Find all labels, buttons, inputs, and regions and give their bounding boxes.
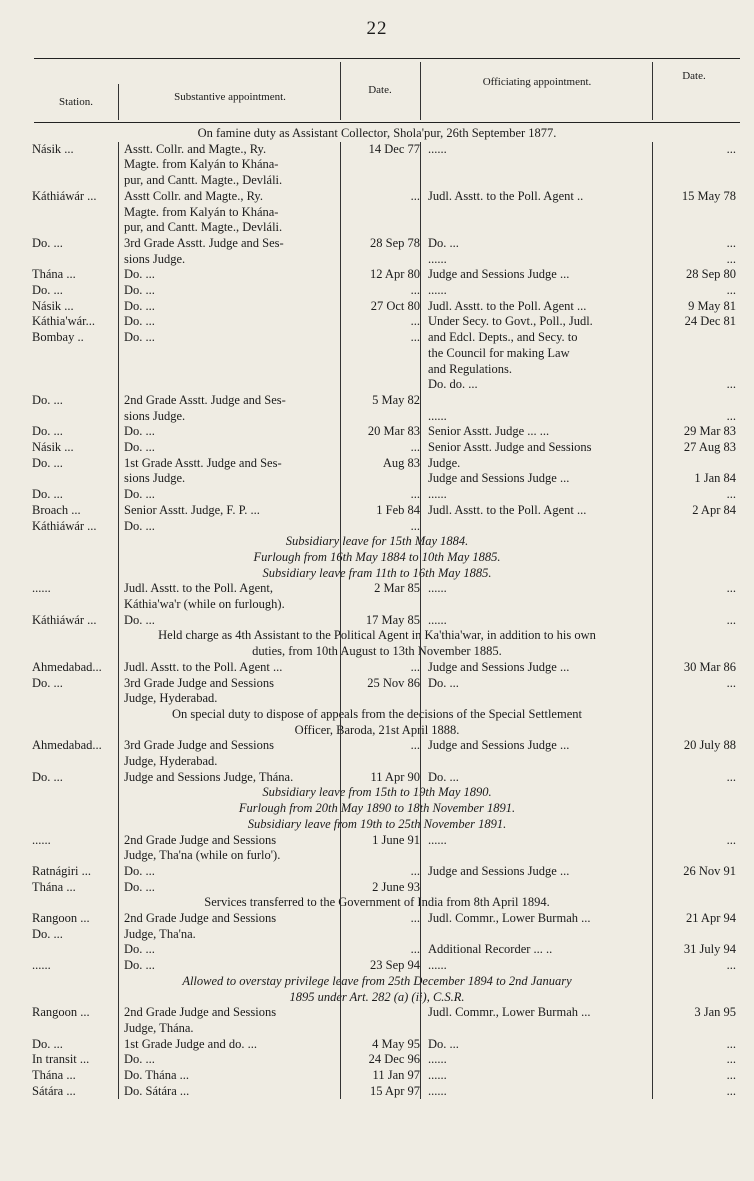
table-row bbox=[0, 440, 754, 454]
table-row bbox=[0, 424, 754, 438]
table-row bbox=[0, 393, 754, 407]
header-date: Date. bbox=[368, 84, 392, 96]
table-row bbox=[0, 189, 754, 203]
cell-st: Ahmedabad... bbox=[32, 738, 102, 753]
cell-dt: ... bbox=[410, 283, 420, 297]
cell-dt: ... bbox=[410, 314, 420, 329]
col-divider bbox=[340, 142, 341, 1099]
table-row bbox=[0, 314, 754, 328]
cell-d2: ... bbox=[726, 832, 736, 847]
cell-dt: ... bbox=[410, 518, 420, 533]
cell-off: the Council for making Law bbox=[428, 345, 570, 360]
leave-note: Furlough from 16th May 1884 to 10th May 1885. bbox=[253, 549, 501, 564]
cell-sub: Do. ... bbox=[124, 612, 155, 627]
table-row bbox=[0, 848, 754, 862]
cell-st: Do. ... bbox=[32, 926, 63, 941]
cell-st: Do. ... bbox=[32, 455, 63, 470]
cell-off: Under Secy. to Govt., Poll., Judl. bbox=[428, 314, 593, 329]
cell-sub: Do. ... bbox=[124, 879, 155, 894]
cell-sub: Magte. from Kalyán to Khána- bbox=[124, 157, 279, 172]
cell-off: ...... bbox=[428, 958, 447, 973]
cell-sub: Do. ... bbox=[124, 863, 155, 878]
cell-dt: 28 Sep 78 bbox=[370, 235, 420, 250]
cell-off: ...... bbox=[428, 408, 447, 423]
cell-st: Káthiáwár ... bbox=[32, 612, 97, 627]
cell-d2: ... bbox=[726, 1083, 736, 1098]
table-row bbox=[0, 660, 754, 674]
leave-note: Allowed to overstay privilege leave from 25th December 1894 to 2nd January bbox=[182, 973, 572, 988]
cell-dt: Aug 83 bbox=[382, 455, 420, 470]
cell-off: Senior Asstt. Judge ... ... bbox=[428, 424, 550, 439]
service-note: Services transferred to the Government of India from 8th April 1894. bbox=[204, 895, 550, 910]
leave-note: Subsidiary leave fram 11th to 16th May 1885. bbox=[262, 565, 492, 580]
table-row bbox=[0, 1021, 754, 1035]
cell-off: ...... bbox=[428, 1068, 447, 1082]
table-row bbox=[0, 173, 754, 187]
cell-st: Násik ... bbox=[32, 440, 74, 454]
cell-sub: 2nd Grade Asstt. Judge and Ses- bbox=[124, 392, 286, 407]
table-row bbox=[0, 927, 754, 941]
table-row bbox=[0, 471, 754, 485]
cell-d2: ... bbox=[726, 141, 736, 156]
table-row bbox=[0, 267, 754, 281]
cell-off: Judl. Asstt. to the Poll. Agent ... bbox=[428, 298, 587, 313]
cell-st: Rangoon ... bbox=[32, 911, 90, 925]
cell-sub: Do. ... bbox=[124, 283, 155, 297]
cell-dt: 17 May 85 bbox=[365, 612, 420, 627]
cell-off: ...... bbox=[428, 141, 447, 156]
table-row bbox=[0, 456, 754, 470]
cell-d2: 27 Aug 83 bbox=[683, 440, 736, 454]
cell-st: Rangoon ... bbox=[32, 1005, 90, 1020]
cell-st: Do. ... bbox=[32, 675, 63, 690]
cell-off: and Regulations. bbox=[428, 361, 513, 376]
cell-d2: 9 May 81 bbox=[688, 298, 736, 313]
cell-sub: Do. ... bbox=[124, 487, 155, 502]
table-row bbox=[0, 1052, 754, 1066]
cell-dt: ... bbox=[410, 911, 420, 925]
table-row bbox=[0, 487, 754, 501]
cell-off: Judge and Sessions Judge ... bbox=[428, 738, 570, 753]
cell-d2: 29 Mar 83 bbox=[683, 424, 736, 439]
table-top-rule bbox=[34, 58, 740, 59]
cell-off: Judl. Asstt. to the Poll. Agent ... bbox=[428, 502, 587, 517]
cell-sub: Do. ... bbox=[124, 267, 155, 282]
cell-sub: 1st Grade Judge and do. ... bbox=[124, 1036, 257, 1051]
cell-st: Do. ... bbox=[32, 487, 63, 502]
cell-dt: 15 Apr 97 bbox=[370, 1083, 420, 1098]
table-row bbox=[0, 754, 754, 768]
cell-dt: 25 Nov 86 bbox=[367, 675, 420, 690]
cell-st: Thána ... bbox=[32, 1068, 76, 1082]
table-row bbox=[0, 864, 754, 878]
cell-sub: Judge, Tha'na. bbox=[124, 926, 196, 941]
cell-sub: Judge, Thána. bbox=[124, 1020, 194, 1035]
cell-st: ...... bbox=[32, 581, 51, 596]
service-note: duties, from 10th August to 13th November 1885. bbox=[252, 644, 502, 659]
cell-dt: 11 Apr 90 bbox=[370, 769, 420, 784]
col-divider bbox=[652, 142, 653, 1099]
cell-sub: Do. ... bbox=[124, 942, 155, 957]
table-row bbox=[0, 597, 754, 611]
table-row bbox=[0, 676, 754, 690]
table-row bbox=[0, 519, 754, 533]
cell-dt: ... bbox=[410, 188, 420, 203]
table-row bbox=[0, 346, 754, 360]
cell-off: Do. ... bbox=[428, 675, 459, 690]
cell-d2: ... bbox=[726, 1036, 736, 1051]
cell-sub: 2nd Grade Judge and Sessions bbox=[124, 911, 277, 925]
service-note: On famine duty as Assistant Collector, Shola'pur, 26th September 1877. bbox=[197, 126, 557, 140]
cell-off: ...... bbox=[428, 251, 447, 266]
cell-off: Judl. Commr., Lower Burmah ... bbox=[428, 1005, 591, 1020]
table-row bbox=[0, 613, 754, 627]
table-row bbox=[0, 911, 754, 925]
cell-sub: Do. ... bbox=[124, 330, 155, 345]
cell-st: ...... bbox=[32, 958, 51, 973]
table-row bbox=[0, 1068, 754, 1082]
cell-dt: ... bbox=[410, 863, 420, 878]
cell-d2: 30 Mar 86 bbox=[683, 659, 736, 674]
cell-sub: Asstt Collr. and Magte., Ry. bbox=[124, 188, 263, 203]
cell-st: Thána ... bbox=[32, 267, 76, 282]
table-row bbox=[0, 833, 754, 847]
cell-sub: 3rd Grade Asstt. Judge and Ses- bbox=[124, 235, 284, 250]
cell-d2: 31 July 94 bbox=[683, 942, 736, 957]
cell-sub: Do. ... bbox=[124, 298, 155, 313]
cell-d2: 24 Dec 81 bbox=[684, 314, 736, 329]
col-divider bbox=[420, 62, 421, 120]
cell-d2: 15 May 78 bbox=[681, 188, 736, 203]
table-row bbox=[0, 581, 754, 595]
cell-dt: 23 Sep 94 bbox=[370, 958, 420, 973]
cell-dt: 1 June 91 bbox=[372, 832, 420, 847]
cell-sub: Judl. Asstt. to the Poll. Agent, bbox=[124, 581, 273, 596]
cell-off: ...... bbox=[428, 283, 447, 297]
cell-off: ...... bbox=[428, 1083, 447, 1098]
service-note: Held charge as 4th Assistant to the Political Agent in Ka'thia'war, in addition to his own bbox=[158, 628, 596, 643]
cell-off: Do. do. ... bbox=[428, 377, 478, 392]
cell-off: Judge and Sessions Judge ... bbox=[428, 471, 570, 486]
cell-st: Do. ... bbox=[32, 424, 63, 439]
table-row bbox=[0, 958, 754, 972]
cell-sub: Magte. from Kalyán to Khána- bbox=[124, 204, 279, 219]
service-note: Officer, Baroda, 21st April 1888. bbox=[294, 722, 460, 737]
cell-st: Káthiáwár ... bbox=[32, 188, 97, 203]
cell-off: Judge and Sessions Judge ... bbox=[428, 659, 570, 674]
cell-sub: Judge, Hyderabad. bbox=[124, 691, 218, 706]
cell-d2: 26 Nov 91 bbox=[683, 863, 736, 878]
cell-dt: ... bbox=[410, 738, 420, 753]
cell-dt: ... bbox=[410, 440, 420, 454]
cell-st: Násik ... bbox=[32, 298, 74, 313]
cell-st: Do. ... bbox=[32, 1036, 63, 1051]
cell-off: Do. ... bbox=[428, 235, 459, 250]
cell-st: Thána ... bbox=[32, 879, 76, 894]
cell-off: Senior Asstt. Judge and Sessions bbox=[428, 440, 592, 454]
cell-st: Sátára ... bbox=[32, 1083, 76, 1098]
table-row bbox=[0, 157, 754, 171]
col-divider bbox=[420, 142, 421, 1099]
cell-d2: 1 Jan 84 bbox=[694, 471, 736, 486]
cell-sub: Do. ... bbox=[124, 440, 155, 454]
cell-d2: 28 Sep 80 bbox=[686, 267, 736, 282]
cell-st: Do. ... bbox=[32, 235, 63, 250]
header-station: Station. bbox=[59, 96, 93, 108]
col-divider bbox=[340, 62, 341, 120]
table-row bbox=[0, 738, 754, 752]
cell-off: Judge. bbox=[428, 455, 461, 470]
cell-off: Do. ... bbox=[428, 769, 459, 784]
header-substantive: Substantive appointment. bbox=[174, 91, 286, 103]
cell-sub: Senior Asstt. Judge, F. P. ... bbox=[124, 502, 260, 517]
cell-sub: pur, and Cantt. Magte., Devláli. bbox=[124, 220, 283, 235]
cell-off: Do. ... bbox=[428, 1036, 459, 1051]
table-row bbox=[0, 942, 754, 956]
cell-sub: Judge, Hyderabad. bbox=[124, 754, 218, 768]
table-row bbox=[0, 1037, 754, 1051]
cell-sub: Do. ... bbox=[124, 958, 155, 973]
cell-off: ...... bbox=[428, 612, 447, 627]
table-row bbox=[0, 283, 754, 297]
table-row bbox=[0, 770, 754, 784]
cell-sub: 2nd Grade Judge and Sessions bbox=[124, 832, 277, 847]
cell-sub: Do. ... bbox=[124, 518, 155, 533]
cell-off: Additional Recorder ... .. bbox=[428, 942, 553, 957]
leave-note: 1895 under Art. 282 (a) (ii), C.S.R. bbox=[289, 989, 465, 1004]
cell-st: ...... bbox=[32, 832, 51, 847]
cell-dt: 20 Mar 83 bbox=[367, 424, 420, 439]
cell-sub: sions Judge. bbox=[124, 251, 186, 266]
table-row bbox=[0, 1005, 754, 1019]
cell-st: Káthiáwár ... bbox=[32, 518, 97, 533]
cell-d2: ... bbox=[726, 283, 736, 297]
cell-sub: Do. ... bbox=[124, 1052, 155, 1067]
table-row bbox=[0, 330, 754, 344]
cell-st: Do. ... bbox=[32, 283, 63, 297]
cell-d2: 20 July 88 bbox=[683, 738, 736, 753]
leave-note: Furlough from 20th May 1890 to 18th November 1891. bbox=[238, 801, 516, 816]
cell-st: Ahmedabad... bbox=[32, 659, 102, 674]
cell-off: ...... bbox=[428, 581, 447, 596]
cell-st: Káthia'wár... bbox=[32, 314, 95, 329]
cell-sub: Judl. Asstt. to the Poll. Agent ... bbox=[124, 659, 283, 674]
cell-sub: sions Judge. bbox=[124, 471, 186, 486]
cell-dt: 24 Dec 96 bbox=[368, 1052, 420, 1067]
col-divider bbox=[118, 84, 119, 120]
cell-off: Judge and Sessions Judge ... bbox=[428, 267, 570, 282]
table-row bbox=[0, 691, 754, 705]
cell-dt: ... bbox=[410, 330, 420, 345]
table-header-rule bbox=[34, 122, 740, 123]
cell-d2: ... bbox=[726, 1068, 736, 1082]
leave-note: Subsidiary leave from 15th to 19th May 1890. bbox=[262, 785, 492, 800]
cell-sub: Do. Thána ... bbox=[124, 1068, 190, 1082]
table-row bbox=[0, 142, 754, 156]
table-row bbox=[0, 252, 754, 266]
cell-d2: ... bbox=[726, 251, 736, 266]
leave-note: Subsidiary leave for 15th May 1884. bbox=[285, 534, 469, 549]
cell-sub: Do. Sátára ... bbox=[124, 1083, 190, 1098]
cell-sub: 3rd Grade Judge and Sessions bbox=[124, 738, 274, 753]
cell-dt: 14 Dec 77 bbox=[368, 141, 420, 156]
cell-sub: Asstt. Collr. and Magte., Ry. bbox=[124, 141, 267, 156]
cell-sub: pur, and Cantt. Magte., Devláli. bbox=[124, 173, 283, 188]
cell-dt: 12 Apr 80 bbox=[370, 267, 420, 282]
cell-st: Do. ... bbox=[32, 392, 63, 407]
cell-d2: 21 Apr 94 bbox=[686, 911, 736, 925]
cell-st: Do. ... bbox=[32, 769, 63, 784]
cell-d2: 3 Jan 95 bbox=[694, 1005, 736, 1020]
cell-dt: 4 May 95 bbox=[372, 1036, 420, 1051]
cell-off: Judge and Sessions Judge ... bbox=[428, 863, 570, 878]
cell-dt: 2 Mar 85 bbox=[374, 581, 420, 596]
cell-dt: ... bbox=[410, 659, 420, 674]
table-row bbox=[0, 220, 754, 234]
header-date-2: Date. bbox=[682, 70, 706, 82]
header-officiating: Officiating appointment. bbox=[482, 76, 592, 88]
cell-dt: 2 June 93 bbox=[372, 879, 420, 894]
cell-off: ...... bbox=[428, 1052, 447, 1067]
cell-sub: 3rd Grade Judge and Sessions bbox=[124, 675, 274, 690]
page-number: 22 bbox=[366, 18, 388, 39]
cell-d2: ... bbox=[726, 408, 736, 423]
service-note: On special duty to dispose of appeals from the decisions of the Special Settlement bbox=[172, 706, 582, 721]
cell-d2: ... bbox=[726, 675, 736, 690]
cell-sub: Judge, Tha'na (while on furlo'). bbox=[124, 848, 281, 863]
cell-d2: 2 Apr 84 bbox=[692, 502, 736, 517]
table-row bbox=[0, 299, 754, 313]
table-row bbox=[0, 503, 754, 517]
cell-off: ...... bbox=[428, 487, 447, 502]
cell-off: Judl. Commr., Lower Burmah ... bbox=[428, 911, 591, 925]
cell-d2: ... bbox=[726, 769, 736, 784]
cell-d2: ... bbox=[726, 235, 736, 250]
cell-d2: ... bbox=[726, 958, 736, 973]
cell-sub: Káthia'wa'r (while on furlough). bbox=[124, 597, 285, 611]
cell-dt: 1 Feb 84 bbox=[376, 502, 420, 517]
col-divider bbox=[652, 62, 653, 120]
cell-d2: ... bbox=[726, 487, 736, 502]
cell-st: Bombay .. bbox=[32, 330, 84, 345]
cell-dt: 27 Oct 80 bbox=[370, 298, 420, 313]
cell-sub: 2nd Grade Judge and Sessions bbox=[124, 1005, 277, 1020]
cell-sub: sions Judge. bbox=[124, 408, 186, 423]
cell-d2: ... bbox=[726, 612, 736, 627]
table-row bbox=[0, 236, 754, 250]
cell-d2: ... bbox=[726, 377, 736, 392]
table-row bbox=[0, 362, 754, 376]
cell-d2: ... bbox=[726, 1052, 736, 1067]
cell-dt: 5 May 82 bbox=[372, 392, 420, 407]
cell-st: Ratnágiri ... bbox=[32, 863, 92, 878]
cell-dt: ... bbox=[410, 942, 420, 957]
cell-sub: Do. ... bbox=[124, 314, 155, 329]
table-row bbox=[0, 880, 754, 894]
cell-sub: Judge and Sessions Judge, Thána. bbox=[124, 769, 294, 784]
cell-dt: ... bbox=[410, 487, 420, 502]
cell-d2: ... bbox=[726, 581, 736, 596]
col-divider bbox=[118, 142, 119, 1099]
cell-sub: Do. ... bbox=[124, 424, 155, 439]
cell-st: Broach ... bbox=[32, 502, 81, 517]
table-row bbox=[0, 377, 754, 391]
cell-st: Násik ... bbox=[32, 141, 74, 156]
cell-off: Judl. Asstt. to the Poll. Agent .. bbox=[428, 188, 584, 203]
table-row bbox=[0, 205, 754, 219]
cell-sub: 1st Grade Asstt. Judge and Ses- bbox=[124, 455, 282, 470]
cell-off: and Edcl. Depts., and Secy. to bbox=[428, 330, 578, 345]
table-row bbox=[0, 1084, 754, 1098]
cell-dt: 11 Jan 97 bbox=[372, 1068, 420, 1082]
cell-st: In transit ... bbox=[32, 1052, 90, 1067]
table-row bbox=[0, 409, 754, 423]
leave-note: Subsidiary leave from 19th to 25th November 1891. bbox=[247, 816, 507, 831]
cell-off: ...... bbox=[428, 832, 447, 847]
